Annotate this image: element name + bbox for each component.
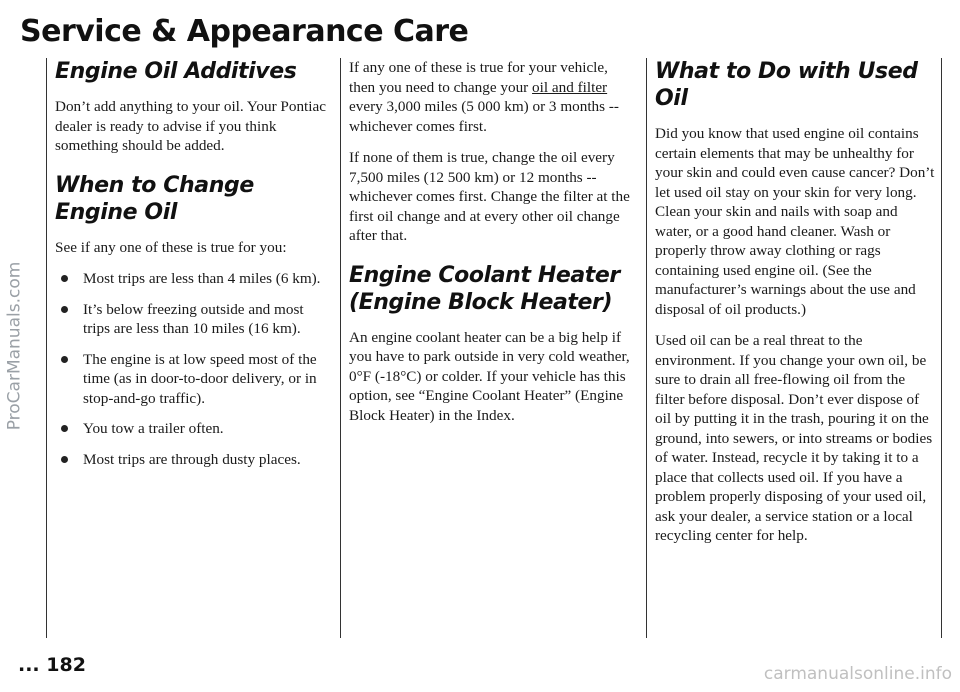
section-when-to-change — [55, 172, 331, 470]
paragraph-used-oil-health: Did you know that used engine oil contains certain elements that may be unhealthy for your skin and could even cause cancer? Don’t let used oil stay on your skin for very long. Clean your skin and nails with soap and water, or a good hand cleaner. Wash or properly throw away clothing or rags containing used engine oil. (See the manufacturer’s warnings about the use and disposal of oil products.) — [655, 125, 935, 318]
heading-used-oil: What to Do with Used Oil — [655, 59, 918, 111]
paragraph-change-interval — [349, 58, 633, 136]
paragraph-normal-interval: If none of them is true, change the oil every 7,500 miles (12 500 km) or 12 months -- whichever comes first. Change the filter at the first oil change and at every other oil change after that. — [349, 149, 630, 244]
column-right — [646, 58, 942, 638]
bullet-icon — [61, 425, 68, 432]
list-item-text: The engine is at low speed most of the time (as in door-to-door delivery, or in stop-and-go traffic). — [83, 350, 317, 407]
paragraph-additives: Don’t add anything to your oil. Your Pontiac dealer is ready to advise if you think something should be added. — [55, 98, 326, 154]
list-item-text: Most trips are less than 4 miles (6 km). — [83, 270, 321, 287]
paragraph-intro: See if any one of these is true for you: — [55, 238, 287, 256]
list-item — [55, 419, 331, 439]
list-item-text: Most trips are through dusty places. — [83, 450, 301, 468]
paragraph-coolant-heater: An engine coolant heater can be a big help if you have to park outside in very cold weather, 0°F (-18°C) or colder. If your vehicle has this option, see “Engine Coolant Heater” (Engine Block Heater) in the Index. — [349, 328, 630, 424]
text-segment: If any one of these is true for your vehicle, then you need to change your — [349, 59, 608, 96]
bullet-icon — [61, 356, 68, 363]
list-item-text: It’s below freezing outside and most trips are less than 10 miles (16 km). — [83, 300, 304, 337]
list-item — [55, 269, 331, 289]
paragraph-used-oil-environment: Used oil can be a real threat to the environment. If you change your own oil, be sure to drain all free-flowing oil from the filter before disposal. Don’t ever dispose of oil by putting it in the trash, pouring it on the ground, into sewers, or into streams or bodies of water. Instead, recycle it by taking it to a place that collects used oil. If you have a problem properly disposing of your used oil, ask your dealer, a service station or a local recycling center for help. — [655, 332, 933, 544]
list-item — [55, 350, 331, 409]
bottom-watermark: carmanualsonline.info — [763, 664, 952, 684]
bullet-icon — [61, 456, 68, 463]
oil-and-filter-link[interactable]: oil and filter — [532, 78, 608, 96]
text-segment: every 3,000 miles (5 000 km) or 3 months -- whichever comes first. — [349, 98, 619, 135]
condition-list — [55, 269, 331, 469]
column-left — [46, 58, 331, 638]
section-coolant-heater — [349, 262, 633, 426]
heading-engine-oil-additives: Engine Oil Additives — [55, 59, 297, 84]
side-watermark-text: ProCarManuals.com — [4, 261, 24, 431]
page-number: ... 182 — [18, 654, 86, 676]
page-title: Service & Appearance Care — [20, 14, 469, 49]
heading-engine-coolant-heater: Engine Coolant Heater (Engine Block Heater) — [349, 262, 620, 315]
list-item — [55, 450, 331, 470]
bullet-icon — [61, 275, 68, 282]
column-middle — [340, 58, 633, 638]
side-watermark — [3, 0, 25, 692]
list-item — [55, 300, 331, 339]
list-item-text: You tow a trailer often. — [83, 420, 224, 437]
heading-when-to-change-oil: When to Change Engine Oil — [55, 172, 254, 225]
bullet-icon — [61, 306, 68, 313]
